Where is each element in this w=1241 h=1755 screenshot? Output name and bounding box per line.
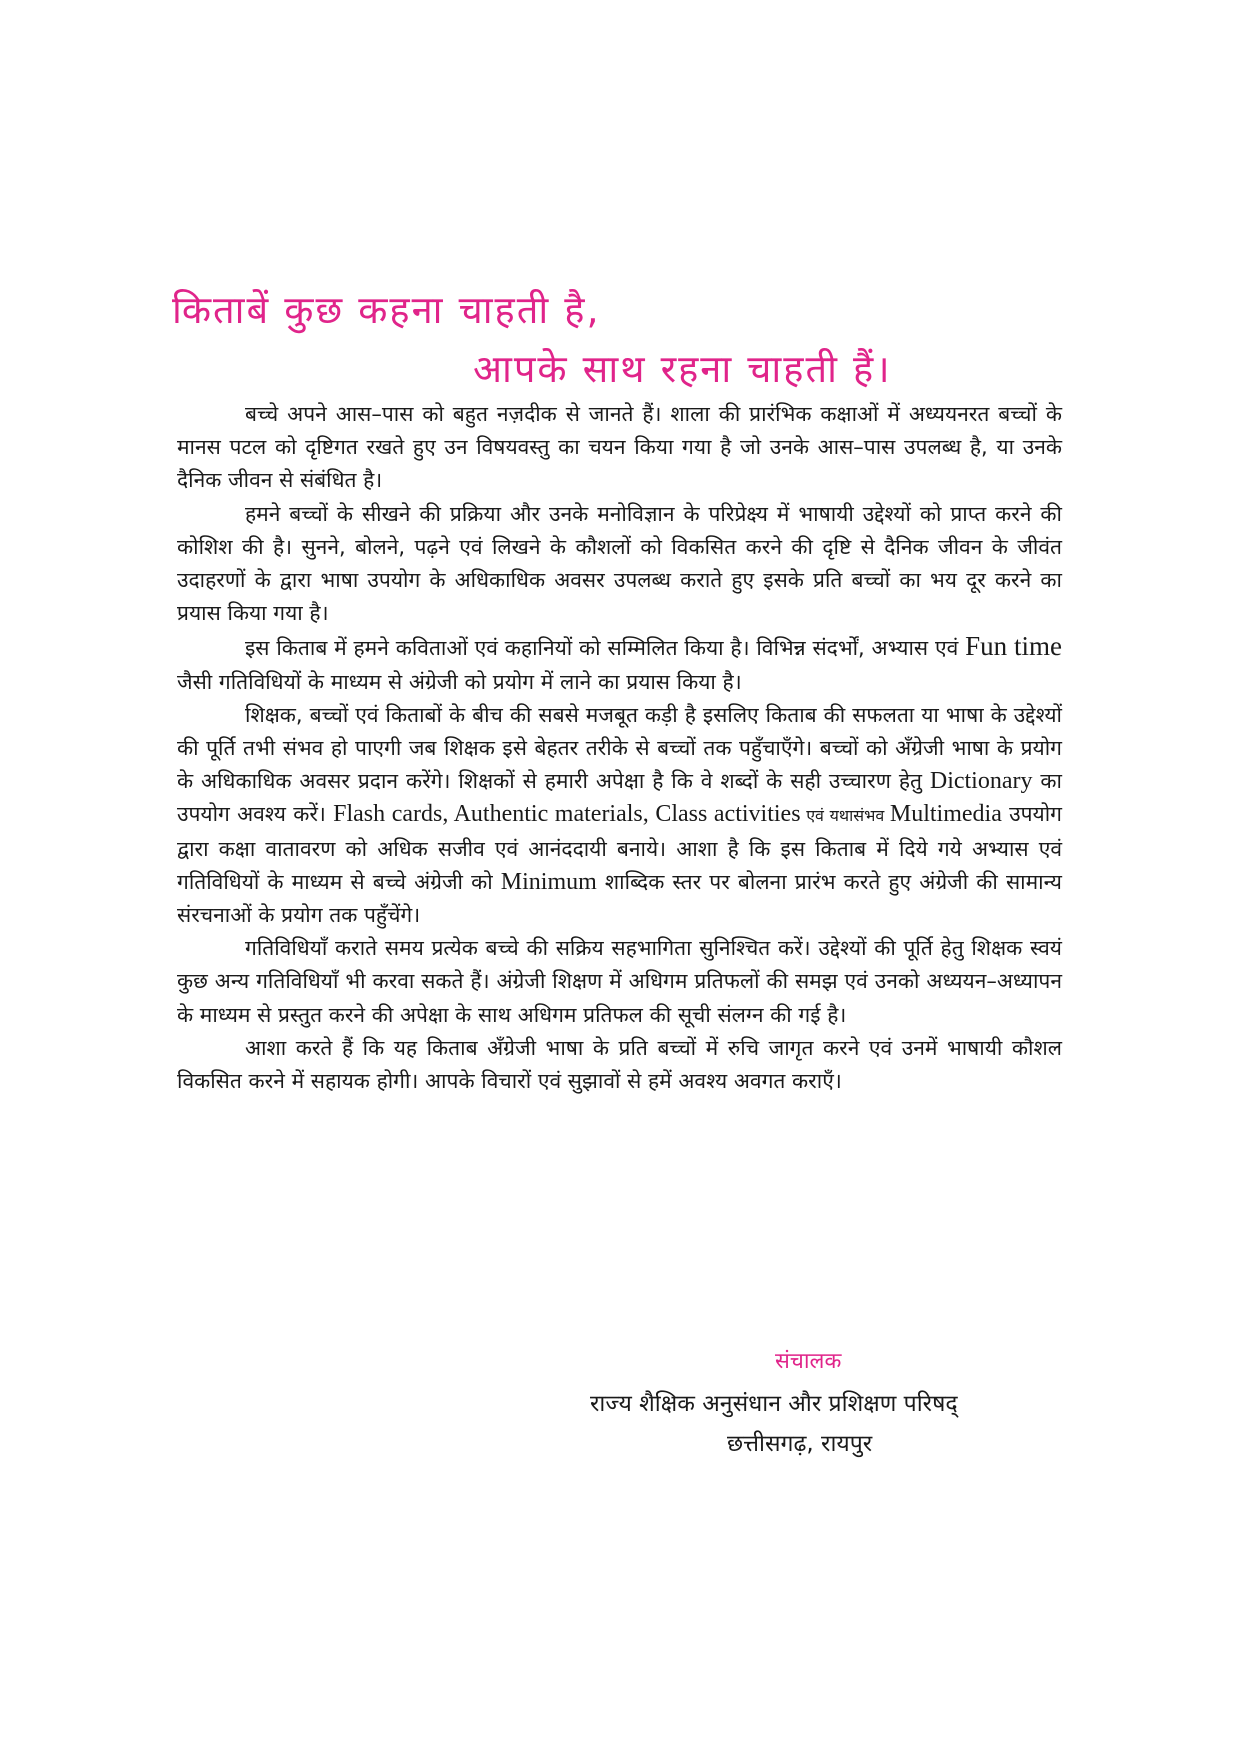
multimedia-term: Multimedia xyxy=(889,801,1002,828)
paragraph-2: हमने बच्चों के सीखने की प्रक्रिया और उनके मनोविज्ञान के परिप्रेक्ष्य में भाषायी उद्देश्यों को प्राप्त करने की कोशिश की है। सुनने, बोलने, पढ़ने एवं लिखने के कौशलों को विकसित करने की दृष्टि से दैनिक जीवन के जीवंत उदाहरणों के द्वारा भाषा उपयोग के अधिकाधिक अवसर उपलब्ध कराते हुए इसके प्रति बच्चों का भय दूर करने का प्रयास किया गया है। xyxy=(177,501,1062,626)
materials-terms: Flash cards, Authentic materials, Class activities xyxy=(333,801,801,828)
paragraph-4-text-b: का उपयोग अवश्य करें। xyxy=(177,769,1062,827)
dictionary-term: Dictionary xyxy=(929,768,1033,795)
preface-body xyxy=(177,398,1062,1098)
minimum-term: Minimum xyxy=(500,868,597,895)
fun-time-term: Fun time xyxy=(965,631,1062,662)
paragraph-4-small-text: एवं यथासंभव xyxy=(800,806,890,826)
paragraph-6: आशा करते हैं कि यह किताब अँग्रेजी भाषा के प्रति बच्चों में रुचि जागृत करने एवं उनमें भाषायी कौशल विकसित करने में सहायक होगी। आपके विचारों एवं सुझावों से हमें अवश्य अवगत कराएँ। xyxy=(177,1035,1062,1094)
paragraph-5: गतिविधियाँ कराते समय प्रत्येक बच्चे की सक्रिय सहभागिता सुनिश्चित करें। उद्देश्यों की पूर्ति हेतु शिक्षक स्वयं कुछ अन्य गतिविधियाँ भी करवा सकते हैं। अंग्रेजी शिक्षण में अधिगम प्रतिफलों की समझ एवं उनको अध्ययन–अध्यापन के माध्यम से प्रस्तुत करने की अपेक्षा के साथ अधिगम प्रतिफल की सूची संलग्न की गई है। xyxy=(177,936,1062,1027)
paragraph-4-text-c: उपयोग द्वारा कक्षा वातावरण को अधिक सजीव एवं आनंददायी बनाये। आशा है कि इस किताब में दिये गये अभ्यास एवं गतिविधियों के माध्यम से बच्चे अंग्रेजी को xyxy=(177,802,1062,894)
paragraph-3-text-b: जैसी गतिविधियों के माध्यम से अंग्रेजी को प्रयोग में लाने का प्रयास किया है। xyxy=(177,669,742,694)
heading-line-1: किताबें कुछ कहना चाहती है, xyxy=(172,288,601,332)
signature-title: संचालक xyxy=(775,1349,842,1374)
signature-place: छत्तीसगढ़, रायपुर xyxy=(727,1431,873,1457)
paragraph-4-text-d: शाब्दिक स्तर पर बोलना प्रारंभ करते हुए अंग्रेजी की सामान्य संरचनाओं के प्रयोग तक पहुँचेंगे। xyxy=(177,869,1062,928)
paragraph-1: बच्चे अपने आस–पास को बहुत नज़दीक से जानते हैं। शाला की प्रारंभिक कक्षाओं में अध्ययनरत बच्चों के मानस पटल को दृष्टिगत रखते हुए उन विषयवस्तु का चयन किया गया है जो उनके आस–पास उपलब्ध है, या उनके दैनिक जीवन से संबंधित है। xyxy=(177,402,1062,493)
paragraph-4-text-a: शिक्षक, बच्चों एवं किताबों के बीच की सबसे मजबूत कड़ी है इसलिए किताब की सफलता या भाषा के उद्देश्यों की पूर्ति तभी संभव हो पाएगी जब शिक्षक इसे बेहतर तरीके से बच्चों तक पहुँचाएँगे। बच्चों को अँग्रेजी भाषा के प्रयोग के अधिकाधिक अवसर प्रदान करेंगे। शिक्षकों से हमारी अपेक्षा है कि वे शब्दों के सही उच्चारण हेतु xyxy=(177,702,1062,794)
heading-line-2: आपके साथ रहना चाहती हैं। xyxy=(473,347,892,391)
paragraph-3 xyxy=(177,630,1062,698)
paragraph-4 xyxy=(177,699,1062,932)
signature-organization: राज्य शैक्षिक अनुसंधान और प्रशिक्षण परिषद् xyxy=(590,1391,958,1417)
paragraph-3-text-a: इस किताब में हमने कविताओं एवं कहानियों को सम्मिलित किया है। विभिन्न संदर्भों, अभ्यास एवं xyxy=(245,636,966,661)
